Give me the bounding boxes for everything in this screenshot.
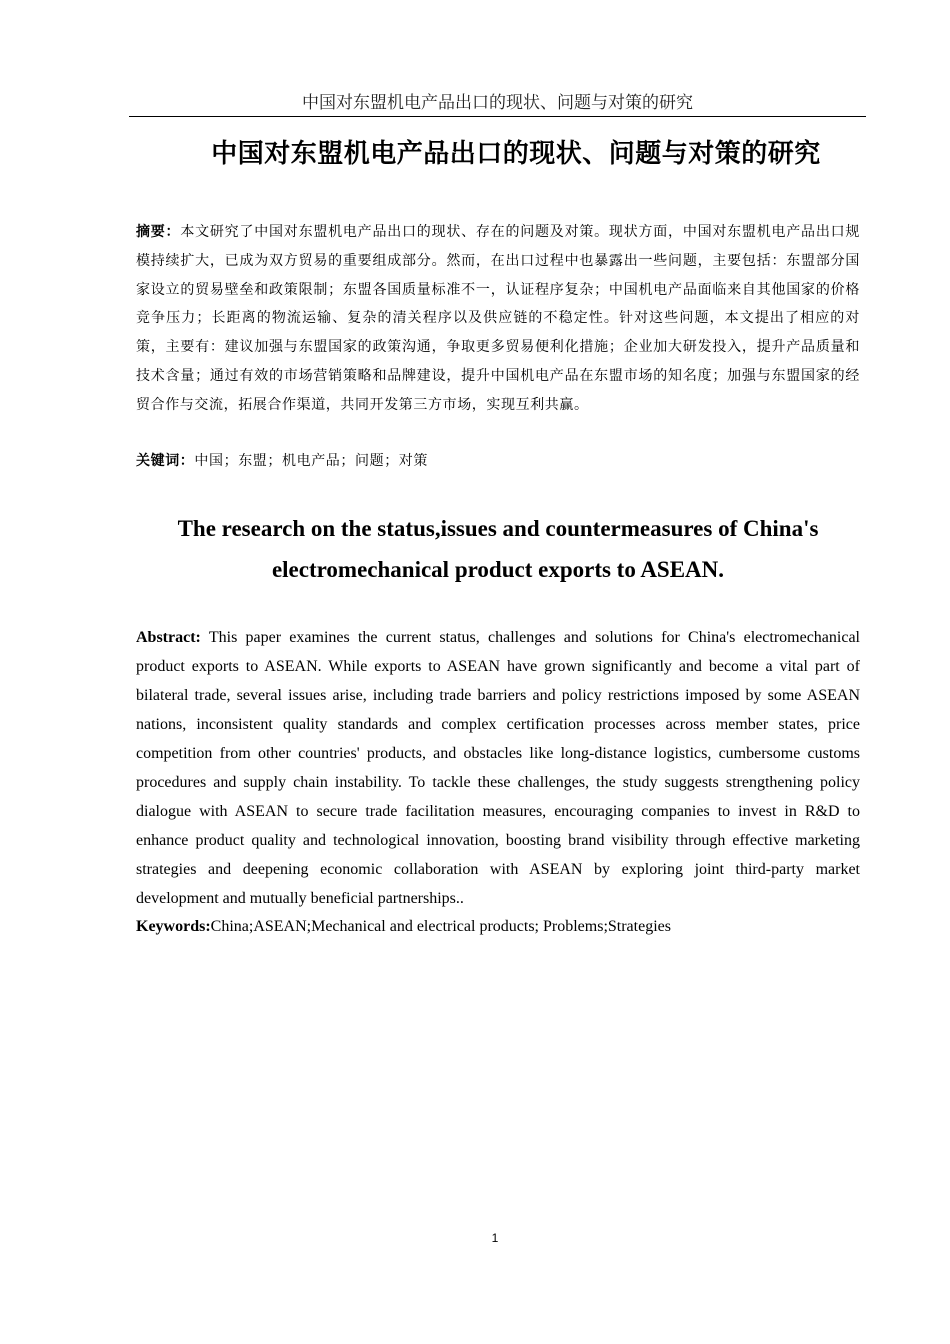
chinese-keywords <box>136 447 860 476</box>
running-header <box>129 90 866 117</box>
english-abstract-label: Abstract: <box>136 629 201 646</box>
english-keywords <box>136 912 860 941</box>
chinese-keywords-label: 关键词： <box>136 453 195 469</box>
chinese-abstract-label: 摘要： <box>136 224 181 240</box>
english-abstract <box>136 623 860 913</box>
chinese-abstract-text: 本文研究了中国对东盟机电产品出口的现状、存在的问题及对策。现状方面，中国对东盟机电产品出口规模持续扩大，已成为双方贸易的重要组成部分。然而，在出口过程中也暴露出一些问题，主要包括：东盟部分国家设立的贸易壁垒和政策限制；东盟各国质量标准不一，认证程序复杂；中国机电产品面临来自其他国家的价格竞争压力；长距离的物流运输、复杂的清关程序以及供应链的不稳定性。针对这些问题，本文提出了相应的对策，主要有：建议加强与东盟国家的政策沟通，争取更多贸易便利化措施；企业加大研发投入，提升产品质量和技术含量；通过有效的市场营销策略和品牌建设，提升中国机电产品在东盟市场的知名度；加强与东盟国家的经贸合作与交流，拓展合作渠道，共同开发第三方市场，实现互利共赢。 <box>136 224 860 413</box>
english-title: The research on the status,issues and countermeasures of China's electromechanical product exports to ASEAN. <box>177 516 819 582</box>
chinese-abstract <box>136 218 860 420</box>
page-number: 1 <box>491 1231 499 1245</box>
running-header-title: 中国对东盟机电产品出口的现状、问题与对策的研究 <box>302 93 693 113</box>
chinese-title: 中国对东盟机电产品出口的现状、问题与对策的研究 <box>211 139 821 169</box>
english-abstract-text: This paper examines the current status, challenges and solutions for China's electromechanical product exports to ASEAN. While exports to ASEAN have grown significantly and become a vital part of bilateral trade, several issues arise, including trade barriers and policy restrictions imposed by some ASEAN nations, inconsistent quality standards and complex certification processes across member states, price competition from other countries' products, and obstacles like long-distance logistics, cumbersome customs procedures and supply chain instability. To tackle these challenges, the study suggests strengthening policy dialogue with ASEAN to secure trade facilitation measures, encouraging companies to invest in R&D to enhance product quality and technological innovation, boosting brand visibility through effective marketing strategies and deepening economic collaboration with ASEAN by exploring joint third-party market development and mutually beneficial partnerships.. <box>136 629 860 907</box>
english-keywords-label: Keywords: <box>136 918 211 935</box>
chinese-keywords-text: 中国；东盟；机电产品；问题；对策 <box>194 453 429 469</box>
english-keywords-text: China;ASEAN;Mechanical and electrical products; Problems;Strategies <box>210 918 671 935</box>
